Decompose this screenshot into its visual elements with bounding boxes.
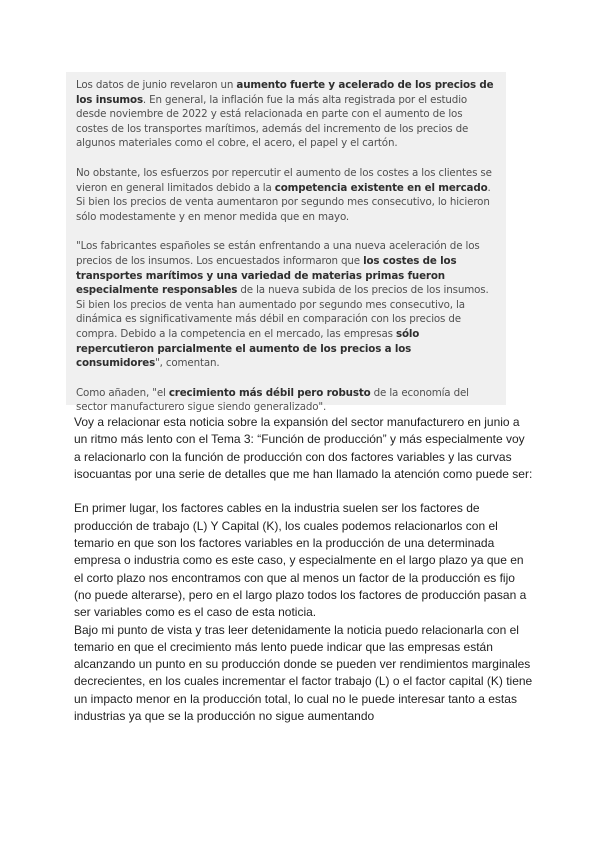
text-run: Los datos de junio revelaron un (76, 79, 237, 91)
excerpt-paragraph-2 (76, 166, 496, 224)
bold-text-run: los costes de los transportes marítimos y una variedad de materias primas fueron especialmente responsables (76, 254, 457, 297)
body-paragraph-1: En primer lugar, los factores cables en la industria suelen ser los factores de producción de trabajo (L) Y Capital (K), los cuales podemos relacionarlos con el temario en que son los factores variables en la producción de una determinada empresa o industria como es este caso, y especialmente en el largo plazo ya que en el corto plazo nos encontramos con que al menos un factor de la producción es fijo (no puede alterarse), pero en el largo plazo todos los factores de producción pasan a ser variables como es el caso de esta noticia. (74, 501, 527, 620)
paragraph-spacer (74, 483, 534, 500)
excerpt-paragraph-3 (76, 239, 496, 370)
news-excerpt-image (66, 72, 506, 414)
text-run: No obstante, los esfuerzos por repercutir el aumento de los costes a los clientes se vieron en general limitados debido a la (76, 166, 492, 194)
bold-text-run: sólo repercutieron parcialmente el aumento de los precios a los consumidores (76, 327, 420, 370)
text-run: ", comentan. (155, 357, 220, 370)
text-run: de la nueva subida de los precios de los insumos. Si bien los precios de venta han aumentado por segundo mes consecutivo, la dinámica es significativamente más débil en comparación con los precios de compra. Debido a la competencia en el mercado, las empresas (76, 284, 489, 340)
excerpt-paragraph-4 (76, 386, 496, 415)
bold-text-run: crecimiento más débil pero robusto (168, 386, 371, 399)
text-run: . Si bien los precios de venta aumentaron por segundo mes consecutivo, lo hicieron sólo modestamente y en menor medida que en mayo. (76, 181, 491, 223)
document-body (74, 414, 534, 725)
text-run: "Los fabricantes españoles se están enfrentando a una nueva aceleración de los precios de los insumos. Los encuestados informaron que (76, 240, 480, 267)
bold-text-run: aumento fuerte y acelerado de los precios de los insumos (76, 79, 494, 106)
text-run: Como añaden, "el (76, 386, 169, 399)
body-paragraph-2: Bajo mi punto de vista y tras leer detenidamente la noticia puedo relacionarla con el temario en que el crecimiento más lento puede indicar que las empresas están alcanzando un punto en su producción donde se pueden ver rendimientos marginales decrecientes, en los cuales incrementar el factor trabajo (L) o el factor capital (K) tiene un impacto menor en la producción total, lo cual no le puede interesar tanto a estas industrias ya que se la producción no sigue aumentando (74, 622, 533, 724)
intro-paragraph: Voy a relacionar esta noticia sobre la expansión del sector manufacturero en junio a un ritmo más lento con el Tema 3: “Función de producción” y más especialmente voy a relacionarlo con la función de producción con dos factores variables y las curvas isocuantas por una serie de detalles que me han llamado la atención como puede ser: (74, 415, 533, 481)
excerpt-paragraph-1 (76, 78, 496, 151)
text-run: de la economía del sector manufacturero sigue siendo generalizado". (76, 386, 469, 414)
bold-text-run: competencia existente en el mercado (274, 181, 488, 194)
text-run: . En general, la inflación fue la más alta registrada por el estudio desde noviembre de 2022 y está relacionada en parte con el aumento de los costes de los transportes marítimos, además del incremento de los precios de algunos materiales como el cobre, el acero, el papel y el cartón. (76, 93, 469, 150)
